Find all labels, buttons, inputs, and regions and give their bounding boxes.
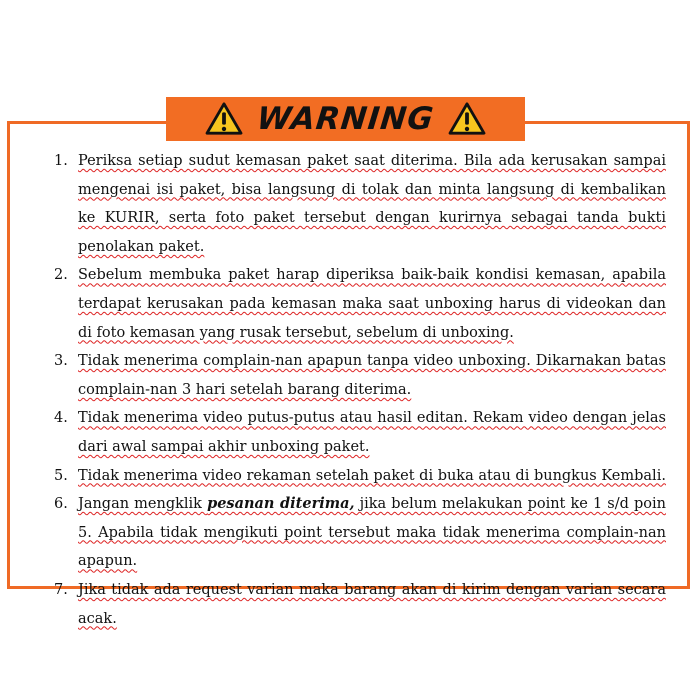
list-item-text xyxy=(78,261,666,347)
text-run: jika belum melakukan point ke 1 s/d poin 5. Apabila tidak mengikuti point tersebut maka tidak menerima complain-nan apapun. xyxy=(78,496,666,570)
text-run: Tidak menerima complain-nan apapun tanpa video unboxing. Dikarnakan batas complain-nan 3 hari setelah barang diterima. xyxy=(78,353,666,398)
text-run: Tidak menerima video rekaman setelah paket di buka atau di bungkus Kembali. xyxy=(78,467,666,484)
list-item xyxy=(54,404,666,461)
list-item-number: 1. xyxy=(54,153,68,169)
list-item-number: 7. xyxy=(54,581,68,598)
warning-triangle-icon xyxy=(448,102,486,136)
list-item xyxy=(54,576,666,633)
warning-banner xyxy=(166,97,525,141)
list-item-text xyxy=(78,576,666,633)
list-item-number: 5. xyxy=(54,467,68,484)
list-item-number: 4. xyxy=(54,410,68,427)
list-item-number: 3. xyxy=(54,353,68,370)
list-item-text xyxy=(78,490,666,576)
list-item-text xyxy=(78,347,666,404)
list-item-number: 6. xyxy=(54,496,68,513)
list-item xyxy=(54,347,666,404)
list-item xyxy=(54,261,666,347)
warning-triangle-icon xyxy=(205,102,243,136)
list-item xyxy=(54,462,666,491)
text-run: Tidak menerima video putus-putus atau hasil editan. Rekam video dengan jelas dari awal sampai akhir unboxing paket. xyxy=(78,410,666,455)
list-item-number: 2. xyxy=(54,267,68,284)
list-item-text xyxy=(78,404,666,461)
text-run: Sebelum membuka paket harap diperiksa baik-baik kondisi kemasan, apabila terdapat kerusakan pada kemasan maka saat unboxing harus di videokan dan di foto kemasan yang rusak tersebut, sebelum di unboxing. xyxy=(78,267,666,341)
banner-title: WARNING xyxy=(255,101,436,137)
rules-list xyxy=(54,147,666,633)
list-item-text xyxy=(78,147,666,261)
text-run: Jangan mengklik xyxy=(78,496,208,513)
list-item-text xyxy=(78,462,666,491)
text-run: Jika tidak ada request varian maka barang akan di kirim dengan varian secara acak. xyxy=(78,581,666,627)
list-item xyxy=(54,490,666,576)
list-item xyxy=(54,147,666,261)
text-run: Periksa setiap sudut kemasan paket saat diterima. Bila ada kerusakan sampai mengenai isi paket, bisa langsung di tolak dan minta langsung di kembalikan ke KURIR, serta foto paket tersebut dengan kurirnya sebagai tanda bukti penolakan paket. xyxy=(78,153,666,255)
emphasis-text: pesanan diterima, xyxy=(207,495,355,513)
